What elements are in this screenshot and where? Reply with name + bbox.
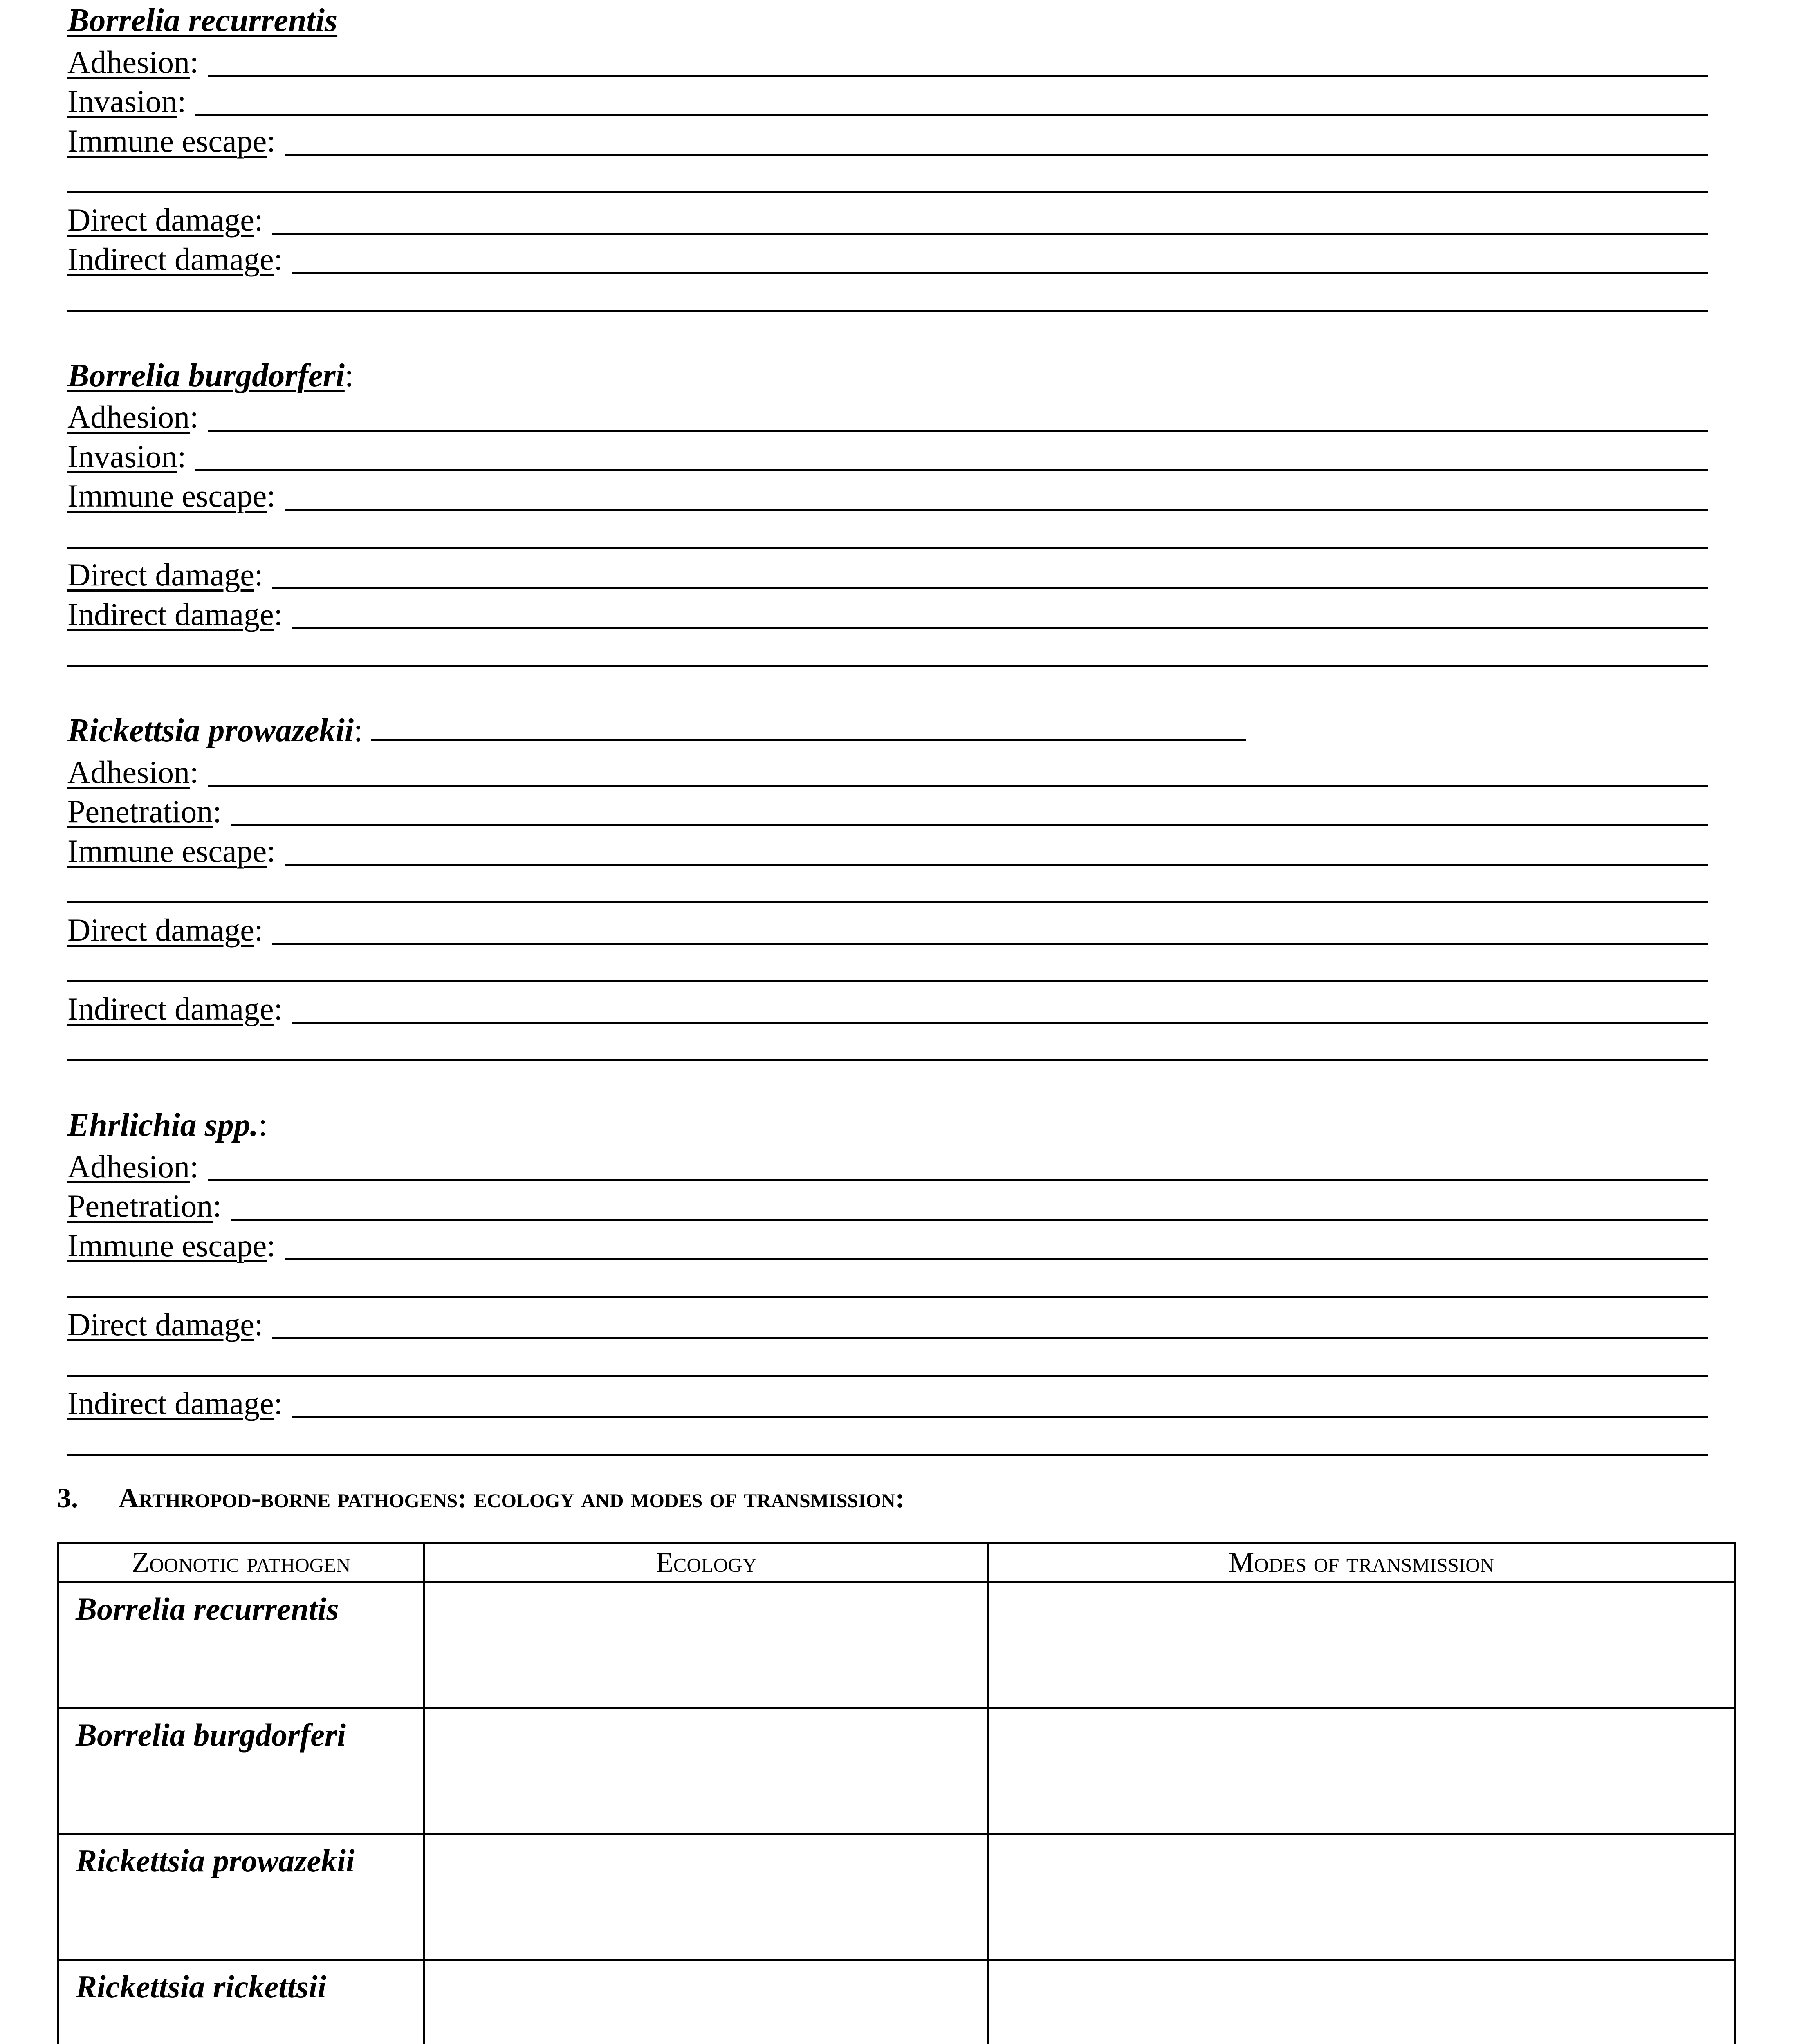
- section-3-number: 3.: [57, 1482, 78, 1513]
- field-label: Direct damage: [67, 912, 254, 948]
- field-colon: :: [213, 1188, 222, 1224]
- field-label: Direct damage: [67, 557, 254, 592]
- pathogen-heading: [67, 359, 354, 392]
- modes-of-transmission-cell[interactable]: [989, 1834, 1735, 1960]
- pathogen-cell: Rickettsia rickettsii: [58, 1960, 424, 2044]
- transmission-table: [57, 1542, 1736, 2044]
- field-row: [67, 594, 1708, 630]
- pathogen-colon: :: [354, 713, 363, 749]
- field-row: [67, 791, 1708, 827]
- answer-blank-line[interactable]: [67, 980, 1708, 982]
- field-row: [67, 1146, 1708, 1183]
- modes-of-transmission-cell[interactable]: [989, 1708, 1735, 1834]
- field-row: [67, 41, 1708, 78]
- field-label: Invasion: [67, 438, 177, 474]
- pathogen-name: Borrelia burgdorferi: [67, 357, 345, 394]
- answer-blank-line[interactable]: [292, 1022, 1708, 1024]
- pathogen-heading: [67, 714, 1246, 747]
- field-colon: :: [254, 202, 263, 238]
- answer-blank-line[interactable]: [208, 1179, 1708, 1181]
- pathogen-name: Borrelia recurrentis: [67, 2, 338, 38]
- header-modes-of-transmission: Modes of transmission: [989, 1544, 1735, 1582]
- answer-blank-line[interactable]: [285, 154, 1708, 156]
- table-row: [58, 1708, 1735, 1834]
- field-colon: :: [274, 241, 283, 277]
- field-row: [67, 238, 1708, 275]
- field-label: Adhesion: [67, 399, 190, 435]
- field-row: [67, 120, 1708, 157]
- answer-blank-line[interactable]: [285, 864, 1708, 866]
- answer-blank-line[interactable]: [67, 310, 1708, 312]
- answer-blank-line[interactable]: [285, 1258, 1708, 1260]
- field-label: Immune escape: [67, 478, 267, 513]
- field-colon: :: [274, 991, 283, 1026]
- answer-blank-line[interactable]: [195, 114, 1708, 116]
- field-label: Indirect damage: [67, 596, 274, 632]
- field-label: Immune escape: [67, 833, 267, 869]
- modes-of-transmission-cell[interactable]: [989, 1960, 1735, 2044]
- field-colon: :: [274, 596, 283, 632]
- ecology-cell[interactable]: [424, 1960, 989, 2044]
- answer-blank-line[interactable]: [67, 1296, 1708, 1298]
- field-colon: :: [267, 833, 276, 869]
- answer-blank-line[interactable]: [67, 901, 1708, 903]
- field-row: [67, 199, 1708, 236]
- field-label: Indirect damage: [67, 1385, 274, 1421]
- field-label: Direct damage: [67, 1306, 254, 1342]
- table-row: [58, 1582, 1735, 1708]
- answer-blank-line[interactable]: [67, 547, 1708, 549]
- field-colon: :: [177, 438, 186, 474]
- table-header-row: [58, 1544, 1735, 1582]
- field-label: Adhesion: [67, 1148, 190, 1184]
- field-row: [67, 554, 1708, 591]
- field-label: Adhesion: [67, 754, 190, 790]
- field-row: [67, 475, 1708, 512]
- pathogen-cell: Borrelia recurrentis: [58, 1582, 424, 1708]
- answer-blank-line[interactable]: [371, 739, 1246, 741]
- field-row: [67, 1304, 1708, 1340]
- field-row: [67, 396, 1708, 433]
- answer-blank-line[interactable]: [67, 665, 1708, 667]
- field-colon: :: [274, 1385, 283, 1421]
- field-label: Invasion: [67, 83, 177, 119]
- pathogen-heading: [67, 1109, 267, 1141]
- ecology-cell[interactable]: [424, 1582, 989, 1708]
- field-label: Immune escape: [67, 1227, 267, 1263]
- answer-blank-line[interactable]: [272, 233, 1708, 235]
- field-colon: :: [254, 912, 263, 948]
- answer-blank-line[interactable]: [292, 272, 1708, 274]
- field-label: Penetration: [67, 793, 213, 829]
- pathogen-cell: Borrelia burgdorferi: [58, 1708, 424, 1834]
- header-ecology: Ecology: [424, 1544, 989, 1582]
- ecology-cell[interactable]: [424, 1708, 989, 1834]
- answer-blank-line[interactable]: [285, 509, 1708, 511]
- table-row: [58, 1834, 1735, 1960]
- answer-blank-line[interactable]: [292, 627, 1708, 629]
- field-row: [67, 751, 1708, 788]
- pathogen-colon: :: [344, 357, 354, 394]
- field-colon: :: [189, 754, 199, 790]
- answer-blank-line[interactable]: [67, 1454, 1708, 1456]
- field-colon: :: [267, 478, 276, 513]
- section-3-title: Arthropod-borne pathogens: ecology and modes of transmission:: [119, 1482, 905, 1513]
- field-colon: :: [267, 1227, 276, 1263]
- ecology-cell[interactable]: [424, 1834, 989, 1960]
- answer-blank-line[interactable]: [208, 785, 1708, 787]
- field-row: [67, 436, 1708, 473]
- field-label: Adhesion: [67, 44, 190, 80]
- answer-blank-line[interactable]: [208, 75, 1708, 77]
- field-row: [67, 81, 1708, 117]
- field-colon: :: [189, 44, 199, 80]
- field-label: Penetration: [67, 1188, 213, 1224]
- answer-blank-line[interactable]: [67, 1375, 1708, 1377]
- answer-blank-line[interactable]: [231, 1219, 1708, 1221]
- field-label: Immune escape: [67, 123, 267, 159]
- answer-blank-line[interactable]: [272, 943, 1708, 945]
- pathogen-heading: [67, 4, 337, 37]
- pathogen-name: Rickettsia prowazekii: [67, 713, 354, 749]
- pathogen-name: Ehrlichia spp.: [67, 1107, 258, 1143]
- answer-blank-line[interactable]: [67, 1059, 1708, 1061]
- field-row: [67, 1383, 1708, 1419]
- answer-blank-line[interactable]: [272, 1337, 1708, 1339]
- answer-blank-line[interactable]: [231, 824, 1708, 826]
- field-row: [67, 988, 1708, 1025]
- field-row: [67, 1225, 1708, 1262]
- table-row: [58, 1960, 1735, 2044]
- field-row: [67, 909, 1708, 946]
- field-colon: :: [189, 399, 199, 435]
- pathogen-cell: Rickettsia prowazekii: [58, 1834, 424, 1960]
- modes-of-transmission-cell[interactable]: [989, 1582, 1735, 1708]
- field-colon: :: [189, 1148, 199, 1184]
- answer-blank-line[interactable]: [195, 469, 1708, 471]
- answer-blank-line[interactable]: [208, 430, 1708, 432]
- field-colon: :: [267, 123, 276, 159]
- field-colon: :: [254, 1306, 263, 1342]
- field-row: [67, 1185, 1708, 1222]
- pathogen-colon: :: [258, 1107, 268, 1143]
- header-zoonotic-pathogen: Zoonotic pathogen: [58, 1544, 424, 1582]
- field-label: Direct damage: [67, 202, 254, 238]
- answer-blank-line[interactable]: [67, 191, 1708, 193]
- field-colon: :: [254, 557, 263, 592]
- field-colon: :: [213, 793, 222, 829]
- answer-blank-line[interactable]: [292, 1416, 1708, 1418]
- field-label: Indirect damage: [67, 991, 274, 1026]
- section-3-heading: [57, 1484, 904, 1512]
- field-row: [67, 830, 1708, 867]
- answer-blank-line[interactable]: [272, 587, 1708, 589]
- field-colon: :: [177, 83, 186, 119]
- field-label: Indirect damage: [67, 241, 274, 277]
